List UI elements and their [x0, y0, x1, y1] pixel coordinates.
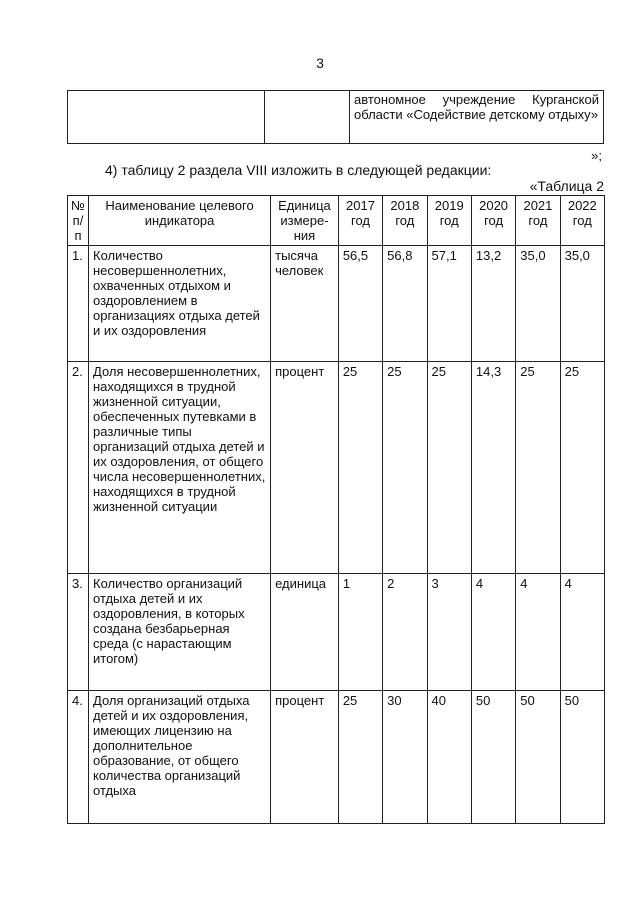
value-cell: 3 [427, 574, 471, 691]
header-no: № п/п [68, 196, 89, 246]
header-year: 2017 год [338, 196, 382, 246]
value-cell: 25 [560, 362, 604, 574]
value-cell: 50 [471, 691, 515, 824]
empty-cell [68, 91, 265, 144]
unit: тысяча человек [271, 246, 339, 362]
value-cell: 30 [383, 691, 427, 824]
value-cell: 25 [338, 691, 382, 824]
value-cell: 13,2 [471, 246, 515, 362]
value-cell: 25 [427, 362, 471, 574]
page-number: 3 [316, 55, 324, 71]
instruction-text: 4) таблицу 2 раздела VIII изложить в следующей редакции: [105, 162, 492, 178]
closing-quote: »; [591, 148, 602, 163]
empty-cell [265, 91, 350, 144]
header-year: 2022 год [560, 196, 604, 246]
row-number: 1. [68, 246, 89, 362]
value-cell: 50 [516, 691, 560, 824]
value-cell: 25 [383, 362, 427, 574]
value-cell: 14,3 [471, 362, 515, 574]
indicator-name: Количество организаций отдыха детей и их оздоровления, в которых создана безбарьерная среда (с нарастающим итогом) [89, 574, 271, 691]
value-cell: 25 [338, 362, 382, 574]
table-caption: «Таблица 2 [529, 178, 604, 194]
unit: процент [271, 691, 339, 824]
table-row [68, 362, 605, 574]
table-row [68, 574, 605, 691]
indicator-name: Количество несовершеннолетних, охваченных отдыхом и оздоровлением в организациях отдыха детей и их оздоровления [89, 246, 271, 362]
value-cell: 35,0 [516, 246, 560, 362]
value-cell: 2 [383, 574, 427, 691]
value-cell: 40 [427, 691, 471, 824]
header-year: 2021 год [516, 196, 560, 246]
header-row [68, 196, 605, 246]
indicators-table [67, 195, 605, 824]
header-name: Наименование целевого индикатора [89, 196, 271, 246]
indicator-name: Доля организаций отдыха детей и их оздоровления, имеющих лицензию на дополнительное образование, от общего количества организаций отдыха [89, 691, 271, 824]
value-cell: 56,5 [338, 246, 382, 362]
continuation-text: автономное учреждение Курганской области «Содействие детскому отдыху» [350, 91, 604, 144]
unit: единица [271, 574, 339, 691]
value-cell: 25 [516, 362, 560, 574]
table-row [68, 91, 604, 144]
row-number: 2. [68, 362, 89, 574]
table-row [68, 691, 605, 824]
header-year: 2019 год [427, 196, 471, 246]
row-number: 3. [68, 574, 89, 691]
value-cell: 1 [338, 574, 382, 691]
value-cell: 50 [560, 691, 604, 824]
value-cell: 4 [560, 574, 604, 691]
header-year: 2018 год [383, 196, 427, 246]
value-cell: 4 [516, 574, 560, 691]
value-cell: 4 [471, 574, 515, 691]
unit: процент [271, 362, 339, 574]
continuation-table [67, 90, 604, 144]
header-year: 2020 год [471, 196, 515, 246]
value-cell: 56,8 [383, 246, 427, 362]
value-cell: 57,1 [427, 246, 471, 362]
value-cell: 35,0 [560, 246, 604, 362]
header-unit: Единица измере-ния [271, 196, 339, 246]
table-row [68, 246, 605, 362]
row-number: 4. [68, 691, 89, 824]
indicator-name: Доля несовершеннолетних, находящихся в трудной жизненной ситуации, обеспеченных путевками в различные типы организаций отдыха детей и их оздоровления, от общего числа несовершеннолетних, находящихся в трудной жизненной ситуации [89, 362, 271, 574]
